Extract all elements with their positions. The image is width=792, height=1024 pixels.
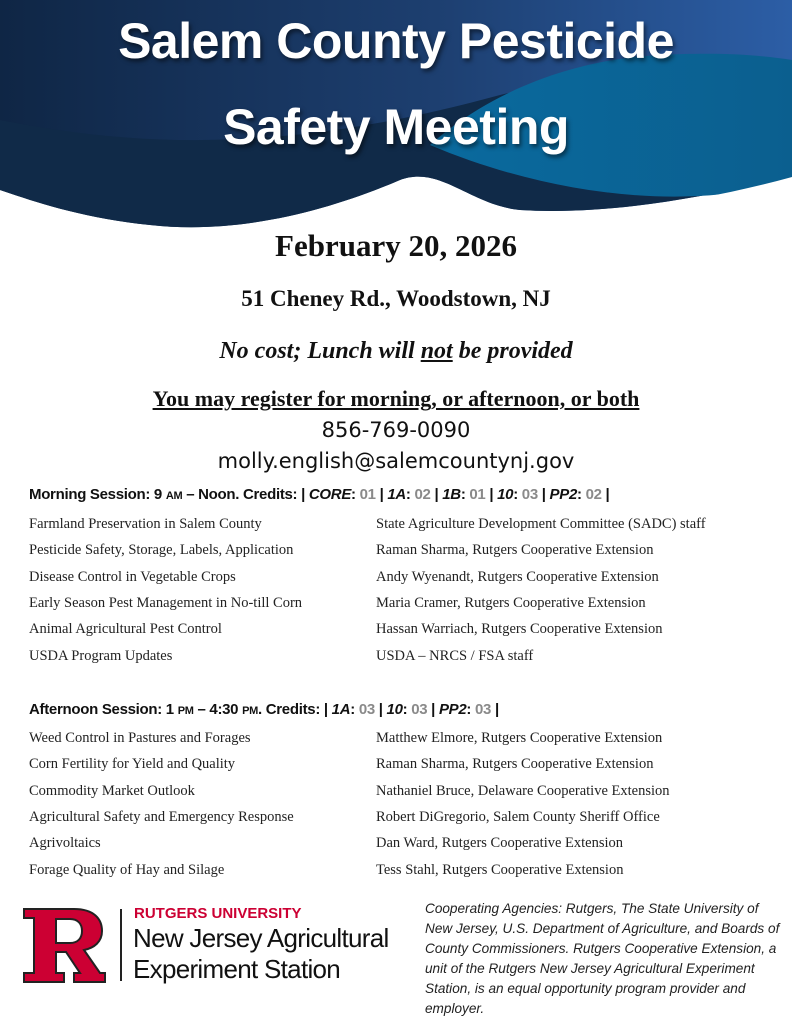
- schedule-row: [29, 835, 789, 861]
- session-topic: Forage Quality of Hay and Silage: [29, 861, 225, 878]
- cost-note: [0, 338, 792, 365]
- schedule-row: [29, 648, 789, 674]
- schedule-row: [29, 809, 789, 835]
- afternoon-pm1: PM: [177, 705, 194, 717]
- schedule-row: [29, 756, 789, 782]
- schedule-row: [29, 783, 789, 809]
- credit-separator: :: [351, 486, 360, 503]
- session-topic: Agricultural Safety and Emergency Response: [29, 808, 294, 825]
- credit-divider: |: [427, 701, 439, 718]
- credit-separator: :: [405, 486, 415, 503]
- session-speaker: Dan Ward, Rutgers Cooperative Extension: [376, 835, 624, 852]
- morning-label: Morning Session: 9: [29, 486, 166, 503]
- morning-time: – Noon. Credits: |: [182, 486, 309, 503]
- logo-divider: [120, 909, 122, 981]
- credit-separator: :: [460, 486, 470, 503]
- credit-code: 1A: [387, 486, 406, 503]
- session-speaker: Andy Wyenandt, Rutgers Cooperative Extension: [376, 568, 659, 585]
- session-speaker: Raman Sharma, Rutgers Cooperative Extension: [376, 756, 654, 773]
- session-topic: Corn Fertility for Yield and Quality: [29, 756, 236, 773]
- morning-credits: [309, 486, 610, 503]
- credit-value: 03: [521, 486, 538, 503]
- session-topic: USDA Program Updates: [29, 647, 173, 664]
- session-speaker: Raman Sharma, Rutgers Cooperative Extension: [376, 542, 654, 559]
- credit-separator: :: [576, 486, 586, 503]
- credit-value: 02: [585, 486, 602, 503]
- schedule-row: [29, 516, 789, 542]
- session-topic: Agrivoltaics: [29, 835, 101, 852]
- morning-session-heading: [29, 486, 609, 503]
- cost-suffix: be provided: [452, 338, 573, 364]
- afternoon-label: Afternoon Session: 1: [29, 701, 178, 718]
- session-speaker: Hassan Warriach, Rutgers Cooperative Extension: [376, 621, 663, 638]
- session-speaker: USDA – NRCS / FSA staff: [376, 647, 534, 664]
- register-note: You may register for morning, or afternoon, or both: [152, 386, 640, 411]
- contact-email[interactable]: molly.english@salemcountynj.gov: [217, 449, 575, 473]
- schedule-row: [29, 595, 789, 621]
- afternoon-time-mid: – 4:30: [193, 701, 243, 718]
- credit-code: PP2: [549, 486, 577, 503]
- credit-code: CORE: [308, 486, 352, 503]
- session-topic: Commodity Market Outlook: [29, 782, 195, 799]
- credit-separator: :: [350, 701, 359, 718]
- credit-divider: |: [491, 701, 499, 718]
- event-date: February 20, 2026: [275, 228, 517, 263]
- schedule-row: [29, 621, 789, 647]
- credit-value: 01: [469, 486, 486, 503]
- credit-code: 10: [386, 701, 403, 718]
- credit-value: 03: [474, 701, 492, 718]
- credit-value: 02: [414, 486, 431, 503]
- session-topic: Pesticide Safety, Storage, Labels, Application: [29, 542, 294, 559]
- session-speaker: Nathaniel Bruce, Delaware Cooperative Extension: [376, 782, 670, 799]
- credit-value: 01: [359, 486, 376, 503]
- schedule-row: [29, 542, 789, 568]
- morning-am: AM: [165, 490, 183, 502]
- session-speaker: Tess Stahl, Rutgers Cooperative Extension: [376, 861, 624, 878]
- cooperating-agencies-text: Cooperating Agencies: Rutgers, The State University of New Jersey, U.S. Department of Agriculture, and Boards of County Commissioners. Rutgers Cooperative Extension, a unit of the Rutgers New Jersey Agricultural Experiment Station, is an equal opportunity program provider and employer.: [425, 901, 780, 1016]
- header-banner: [0, 0, 792, 230]
- credit-divider: |: [485, 486, 498, 503]
- session-speaker: Matthew Elmore, Rutgers Cooperative Extension: [376, 730, 663, 746]
- credit-divider: |: [430, 486, 443, 503]
- credit-value: 03: [411, 701, 428, 718]
- title-line-2: Safety Meeting: [223, 99, 569, 155]
- credit-code: 1B: [442, 486, 461, 503]
- credit-divider: |: [374, 701, 387, 718]
- credit-code: PP2: [438, 701, 467, 718]
- session-topic: Farmland Preservation in Salem County: [29, 516, 262, 532]
- schedule-row: [29, 569, 789, 595]
- event-address: 51 Cheney Rd., Woodstown, NJ: [241, 286, 551, 311]
- session-topic: Disease Control in Vegetable Crops: [29, 568, 236, 585]
- session-speaker: State Agriculture Development Committee (SADC) staff: [376, 516, 706, 532]
- schedule-row: [29, 862, 789, 888]
- credit-code: 10: [497, 486, 514, 503]
- credit-separator: :: [513, 486, 522, 503]
- cost-emphasis: not: [420, 338, 453, 364]
- rutgers-r-icon: [22, 905, 107, 985]
- session-speaker: Maria Cramer, Rutgers Cooperative Extension: [376, 594, 646, 611]
- afternoon-pm2: PM: [242, 705, 258, 717]
- credit-divider: |: [601, 486, 610, 503]
- logo-university: RUTGERS UNIVERSITY: [134, 905, 302, 922]
- credit-divider: |: [375, 486, 388, 503]
- cost-prefix: No cost; Lunch will: [219, 338, 421, 364]
- credit-separator: :: [466, 701, 475, 718]
- afternoon-credits: [332, 701, 499, 718]
- credit-divider: |: [537, 486, 550, 503]
- contact-phone[interactable]: 856-769-0090: [321, 418, 471, 442]
- credit-separator: :: [402, 701, 412, 718]
- schedule-row: [29, 730, 789, 756]
- session-topic: Animal Agricultural Pest Control: [29, 621, 222, 638]
- afternoon-session-heading: [29, 701, 499, 718]
- logo-line-3: Experiment Station: [133, 954, 341, 984]
- afternoon-time: . Credits: |: [258, 701, 332, 718]
- session-topic: Weed Control in Pastures and Forages: [29, 730, 251, 746]
- title-line-1: Salem County Pesticide: [118, 13, 674, 69]
- credit-value: 03: [358, 701, 375, 718]
- logo-line-2: New Jersey Agricultural: [133, 923, 389, 953]
- session-topic: Early Season Pest Management in No-till Corn: [29, 594, 303, 611]
- session-speaker: Robert DiGregorio, Salem County Sheriff Office: [376, 808, 660, 825]
- rutgers-logo: [22, 905, 412, 985]
- credit-code: 1A: [331, 701, 351, 718]
